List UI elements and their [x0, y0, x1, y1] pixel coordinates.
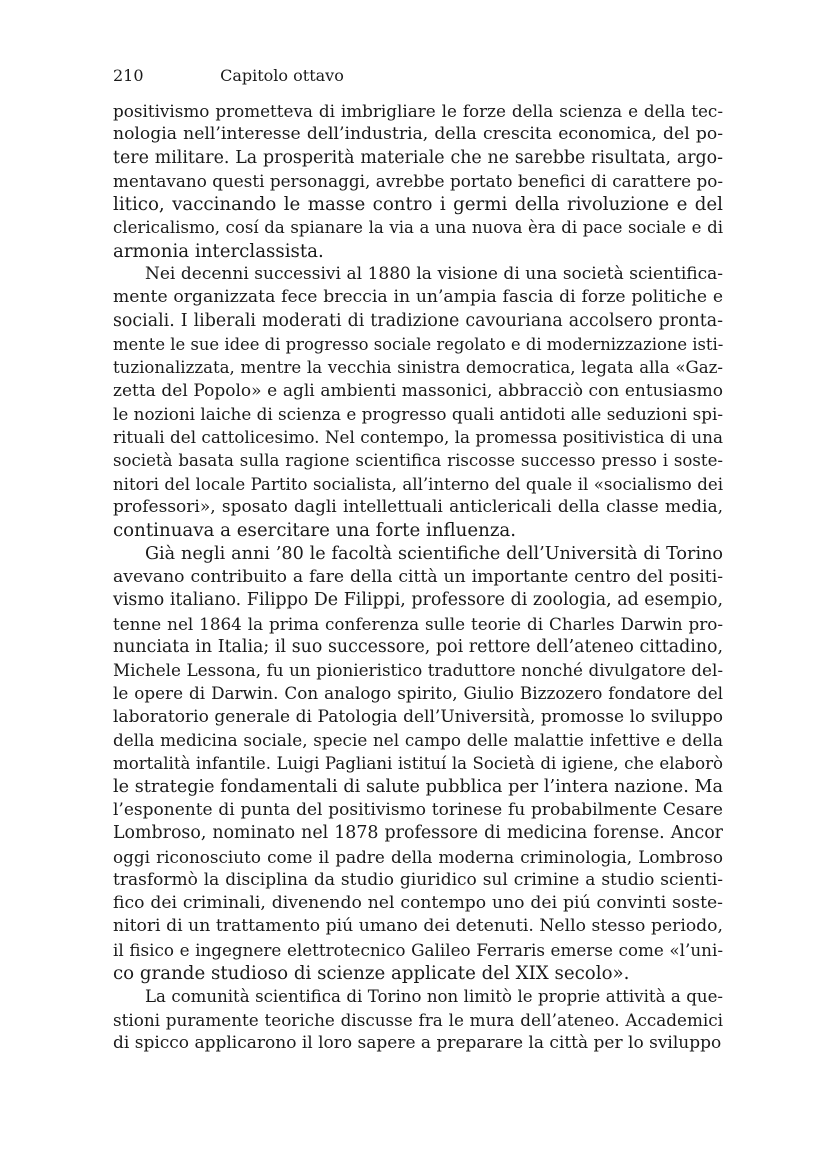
- text-line: litico, vaccinando le masse contro i germi della rivoluzione e del: [113, 194, 723, 216]
- text-line: oggi riconosciuto come il padre della moderna criminologia, Lombroso: [113, 846, 723, 867]
- text-line: nitori del locale Partito socialista, all’interno del quale il «socialismo dei: [113, 474, 723, 494]
- text-line: le opere di Darwin. Con analogo spirito, Giulio Bizzozero fondatore del: [113, 683, 723, 704]
- text-line: tuzionalizzata, mentre la vecchia sinistra democratica, legata alla «Gaz-: [113, 358, 723, 378]
- text-line: Nei decenni successivi al 1880 la visione di una società scientifica-: [145, 264, 723, 285]
- text-line: fico dei criminali, divenendo nel contempo uno dei piú convinti soste-: [113, 893, 723, 914]
- text-line: rituali del cattolicesimo. Nel contempo, la promessa positivistica di una: [113, 427, 723, 448]
- text-line: laboratorio generale di Patologia dell’Università, promosse lo sviluppo: [113, 706, 723, 727]
- text-line: trasformò la disciplina da studio giuridico sul crimine a studio scienti-: [113, 869, 723, 890]
- book-page: [113, 66, 723, 1055]
- text-line: La comunità scientifica di Torino non limitò le proprie attività a que-: [145, 987, 723, 1007]
- text-line: il fisico e ingegnere elettrotecnico Galileo Ferraris emerse come «l’uni-: [113, 939, 723, 960]
- text-line: continuava a esercitare una forte influenza.: [113, 520, 517, 542]
- paragraph: [113, 100, 723, 263]
- chapter-title: Capitolo ottavo: [220, 66, 344, 85]
- text-line: stioni puramente teoriche discusse fra le mura dell’ateneo. Accademici: [113, 1009, 723, 1030]
- page-number: 210: [113, 66, 144, 85]
- text-line: Michele Lessona, fu un pionieristico traduttore nonché divulgatore del-: [113, 660, 723, 681]
- paragraph: [113, 985, 723, 1055]
- text-line: mortalità infantile. Luigi Pagliani istituí la Società di igiene, che elaborò: [113, 754, 723, 774]
- running-head: [113, 66, 723, 90]
- text-line: della medicina sociale, specie nel campo delle malattie infettive e della: [113, 730, 723, 751]
- text-line: avevano contribuito a fare della città un importante centro del positi-: [113, 566, 723, 587]
- text-line: Lombroso, nominato nel 1878 professore di medicina forense. Ancor: [113, 823, 723, 844]
- text-line: co grande studioso di scienze applicate del XIX secolo».: [113, 962, 630, 984]
- text-line: zetta del Popolo» e agli ambienti massonici, abbracciò con entusiasmo: [113, 380, 723, 401]
- text-line: le nozioni laiche di scienza e progresso quali antidoti alle seduzioni spi-: [113, 403, 723, 424]
- text-line: società basata sulla ragione scientifica riscosse successo presso i soste-: [113, 451, 723, 471]
- text-line: di spicco applicarono il loro sapere a preparare la città per lo sviluppo: [113, 1032, 722, 1053]
- text-line: sociali. I liberali moderati di tradizione cavouriana accolsero pronta-: [113, 310, 723, 331]
- text-line: mente organizzata fece breccia in un’ampia fascia di forze politiche e: [113, 287, 723, 308]
- text-line: armonia interclassista.: [113, 240, 324, 262]
- text-line: positivismo prometteva di imbrigliare le forze della scienza e della tec-: [113, 101, 723, 121]
- text-line: vismo italiano. Filippo De Filippi, professore di zoologia, ad esempio,: [113, 590, 723, 611]
- text-line: professori», sposato dagli intellettuali anticlericali della classe media,: [113, 497, 723, 518]
- text-line: l’esponente di punta del positivismo torinese fu probabilmente Cesare: [113, 799, 723, 820]
- text-line: Già negli anni ’80 le facoltà scientifiche dell’Università di Torino: [145, 543, 723, 564]
- text-line: nunciata in Italia; il suo successore, poi rettore dell’ateneo cittadino,: [113, 636, 723, 657]
- text-line: clericalismo, cosí da spianare la via a una nuova èra di pace sociale e di: [113, 218, 723, 238]
- text-line: tenne nel 1864 la prima conferenza sulle teorie di Charles Darwin pro-: [113, 613, 723, 634]
- text-line: mentavano questi personaggi, avrebbe portato benefici di carattere po-: [113, 170, 723, 191]
- text-line: mente le sue idee di progresso sociale regolato e di modernizzazione isti-: [113, 334, 724, 354]
- paragraph: [113, 263, 723, 543]
- text-line: le strategie fondamentali di salute pubblica per l’intera nazione. Ma: [113, 776, 723, 797]
- body-text: [113, 100, 723, 1055]
- text-line: nologia nell’interesse dell’industria, della crescita economica, del po-: [113, 124, 723, 145]
- text-line: tere militare. La prosperità materiale che ne sarebbe risultata, argo-: [113, 147, 723, 168]
- paragraph: [113, 543, 723, 986]
- text-line: nitori di un trattamento piú umano dei detenuti. Nello stesso periodo,: [113, 916, 723, 937]
